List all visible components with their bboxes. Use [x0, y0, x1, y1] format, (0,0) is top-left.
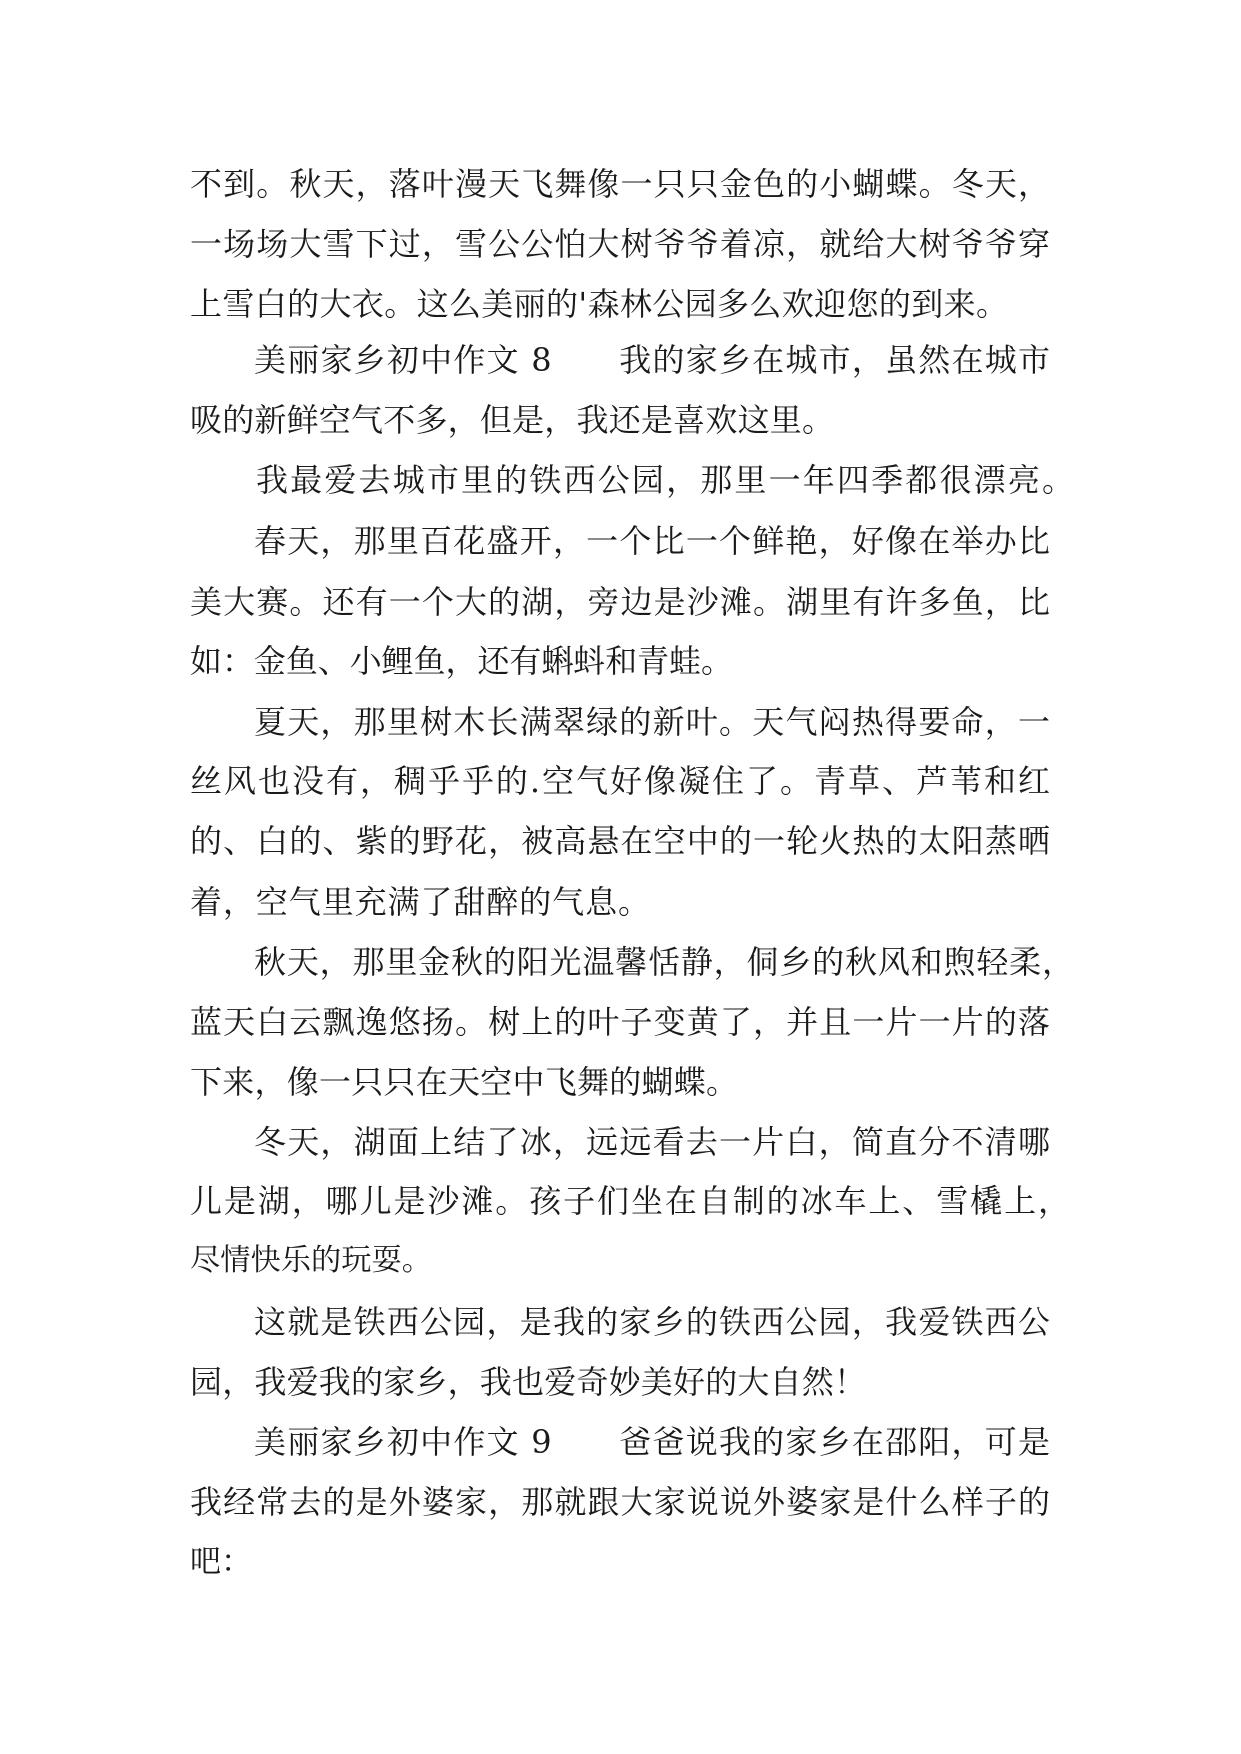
text-line: 蓝天白云飘逸悠扬。树上的叶子变黄了，并且一片一片的落 — [190, 1003, 1050, 1041]
text-line: 丝风也没有，稠乎乎的.空气好像凝住了。青草、芦苇和红 — [190, 762, 1050, 800]
text-line: 夏天，那里树木长满翠绿的新叶。天气闷热得要命，一 — [254, 703, 1050, 741]
text-line: 不到。秋天，落叶漫天飞舞像一只只金色的小蝴蝶。冬天， — [190, 165, 1050, 203]
text-line: 秋天，那里金秋的阳光温馨恬静，侗乡的秋风和煦轻柔， — [254, 943, 1074, 981]
text-line: 美大赛。还有一个大的湖，旁边是沙滩。湖里有许多鱼，比 — [190, 583, 1050, 621]
text-line: 吧： — [190, 1544, 252, 1580]
text-line: 下来，像一只只在天空中飞舞的蝴蝶。 — [190, 1063, 738, 1101]
text-line: 吸的新鲜空气不多，但是，我还是喜欢这里。 — [190, 401, 834, 439]
text-line: 的、白的、紫的野花，被高悬在空中的一轮火热的太阳蒸晒 — [190, 822, 1050, 860]
text-line: 我最爱去城市里的铁西公园，那里一年四季都很漂亮。 — [256, 461, 1074, 499]
text-line: 美丽家乡初中作文 9 爸爸说我的家乡在邵阳，可是 — [254, 1423, 1050, 1461]
text-line: 春天，那里百花盛开，一个比一个鲜艳，好像在举办比 — [254, 522, 1050, 560]
text-line: 尽情快乐的玩耍。 — [190, 1243, 433, 1278]
text-line: 儿是湖，哪儿是沙滩。孩子们坐在自制的冰车上、雪橇上， — [190, 1182, 1070, 1220]
text-line: 如：金鱼、小鲤鱼，还有蝌蚪和青蛙。 — [190, 642, 733, 680]
text-line: 冬天，湖面上结了冰，远远看去一片白，简直分不清哪 — [254, 1123, 1050, 1161]
text-line: 我经常去的是外婆家，那就跟大家说说外婆家是什么样子的 — [190, 1483, 1050, 1521]
text-line: 着，空气里充满了甜醉的气息。 — [190, 883, 650, 921]
text-line: 一场场大雪下过，雪公公怕大树爷爷着凉，就给大树爷爷穿 — [190, 225, 1050, 263]
text-line: 上雪白的大衣。这么美丽的'森林公园多么欢迎您的到来。 — [190, 285, 1008, 323]
text-line: 这就是铁西公园，是我的家乡的铁西公园，我爱铁西公 — [254, 1303, 1050, 1341]
text-line: 园，我爱我的家乡，我也爱奇妙美好的大自然！ — [190, 1363, 866, 1401]
text-line: 美丽家乡初中作文 8 我的家乡在城市，虽然在城市 — [254, 341, 1050, 379]
